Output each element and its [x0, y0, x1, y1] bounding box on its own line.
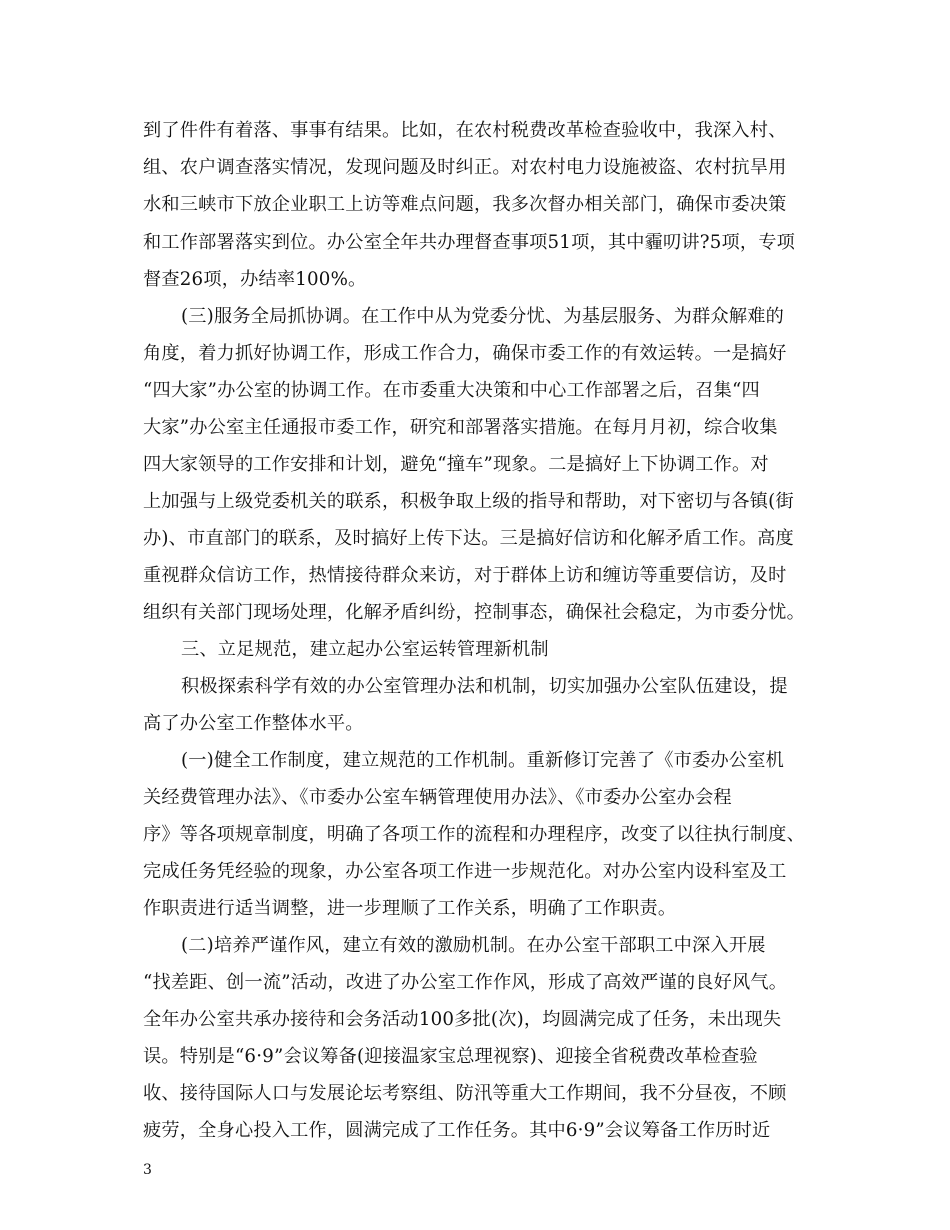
- text-line: 上加强与上级党委机关的联系，积极争取上级的指导和帮助，对下密切与各镇(街: [143, 491, 794, 512]
- paragraph-start: (三)服务全局抓协调。在工作中从为党委分忧、为基层服务、为群众解难的: [181, 306, 784, 327]
- text-line: 完成任务凭经验的现象，办公室各项工作进一步规范化。对办公室内设科室及工: [143, 861, 787, 882]
- text-line: 组织有关部门现场处理，化解矛盾纠纷，控制事态，确保社会稳定，为市委分忧。: [143, 602, 805, 623]
- paragraph-start: (二)培养严谨作风，建立有效的激励机制。在办公室干部职工中深入开展: [181, 935, 766, 956]
- text-line: 作职责进行适当调整，进一步理顺了工作关系，明确了工作职责。: [143, 898, 677, 919]
- paragraph-start: (一)健全工作制度，建立规范的工作机制。重新修订完善了《市委办公室机: [181, 750, 784, 771]
- text-line: “四大家”办公室的协调工作。在市委重大决策和中心工作部署之后，召集“四: [143, 380, 760, 401]
- text-line: “找差距、创一流”活动，改进了办公室工作作风，形成了高效严谨的良好风气。: [143, 972, 788, 993]
- paragraph-start: 积极探索科学有效的办公室管理办法和机制，切实加强办公室队伍建设，提: [181, 676, 788, 697]
- text-line: 水和三峡市下放企业职工上访等难点问题，我多次督办相关部门，确保市委决策: [143, 194, 787, 215]
- page-number: 3: [143, 1162, 152, 1178]
- text-line: 四大家领导的工作安排和计划，避免“撞车”现象。二是搞好上下协调工作。对: [143, 454, 769, 475]
- text-line: 疲劳，全身心投入工作，圆满完成了工作任务。其中6·9”会议筹备工作历时近: [143, 1120, 771, 1141]
- section-heading: 三、立足规范，建立起办公室运转管理新机制: [181, 639, 549, 660]
- text-line: 关经费管理办法》、《市委办公室车辆管理使用办法》、《市委办公室办会程: [143, 787, 732, 808]
- text-line: 序》等各项规章制度，明确了各项工作的流程和办理程序，改变了以往执行制度、: [143, 824, 805, 845]
- text-line: 组、农户调查落实情况，发现问题及时纠正。对农村电力设施被盗、农村抗旱用: [143, 157, 787, 178]
- text-line: 大家”办公室主任通报市委工作，研究和部署落实措施。在每月月初，综合收集: [143, 417, 778, 438]
- text-line: 到了件件有着落、事事有结果。比如，在农村税费改革检查验收中，我深入村、: [143, 120, 787, 141]
- text-line: 误。特别是“6·9”会议筹备(迎接温家宝总理视察)、迎接全省税费改革检查验: [143, 1046, 758, 1067]
- text-line: 重视群众信访工作，热情接待群众来访，对于群体上访和缠访等重要信访，及时: [143, 565, 787, 586]
- text-line: 督查26项，办结率100%。: [143, 269, 367, 290]
- text-line: 办)、市直部门的联系，及时搞好上传下达。三是搞好信访和化解矛盾工作。高度: [143, 528, 794, 549]
- text-line: 收、接待国际人口与发展论坛考察组、防汛等重大工作期间，我不分昼夜，不顾: [143, 1083, 787, 1104]
- text-line: 高了办公室工作整体水平。: [143, 713, 364, 734]
- text-line: 全年办公室共承办接待和会务活动100多批(次)，均圆满完成了任务，未出现失: [143, 1009, 782, 1030]
- text-line: 角度，着力抓好协调工作，形成工作合力，确保市委工作的有效运转。一是搞好: [143, 343, 787, 364]
- text-line: 和工作部署落实到位。办公室全年共办理督查事项51项，其中霾叨讲?5项，专项: [143, 232, 796, 253]
